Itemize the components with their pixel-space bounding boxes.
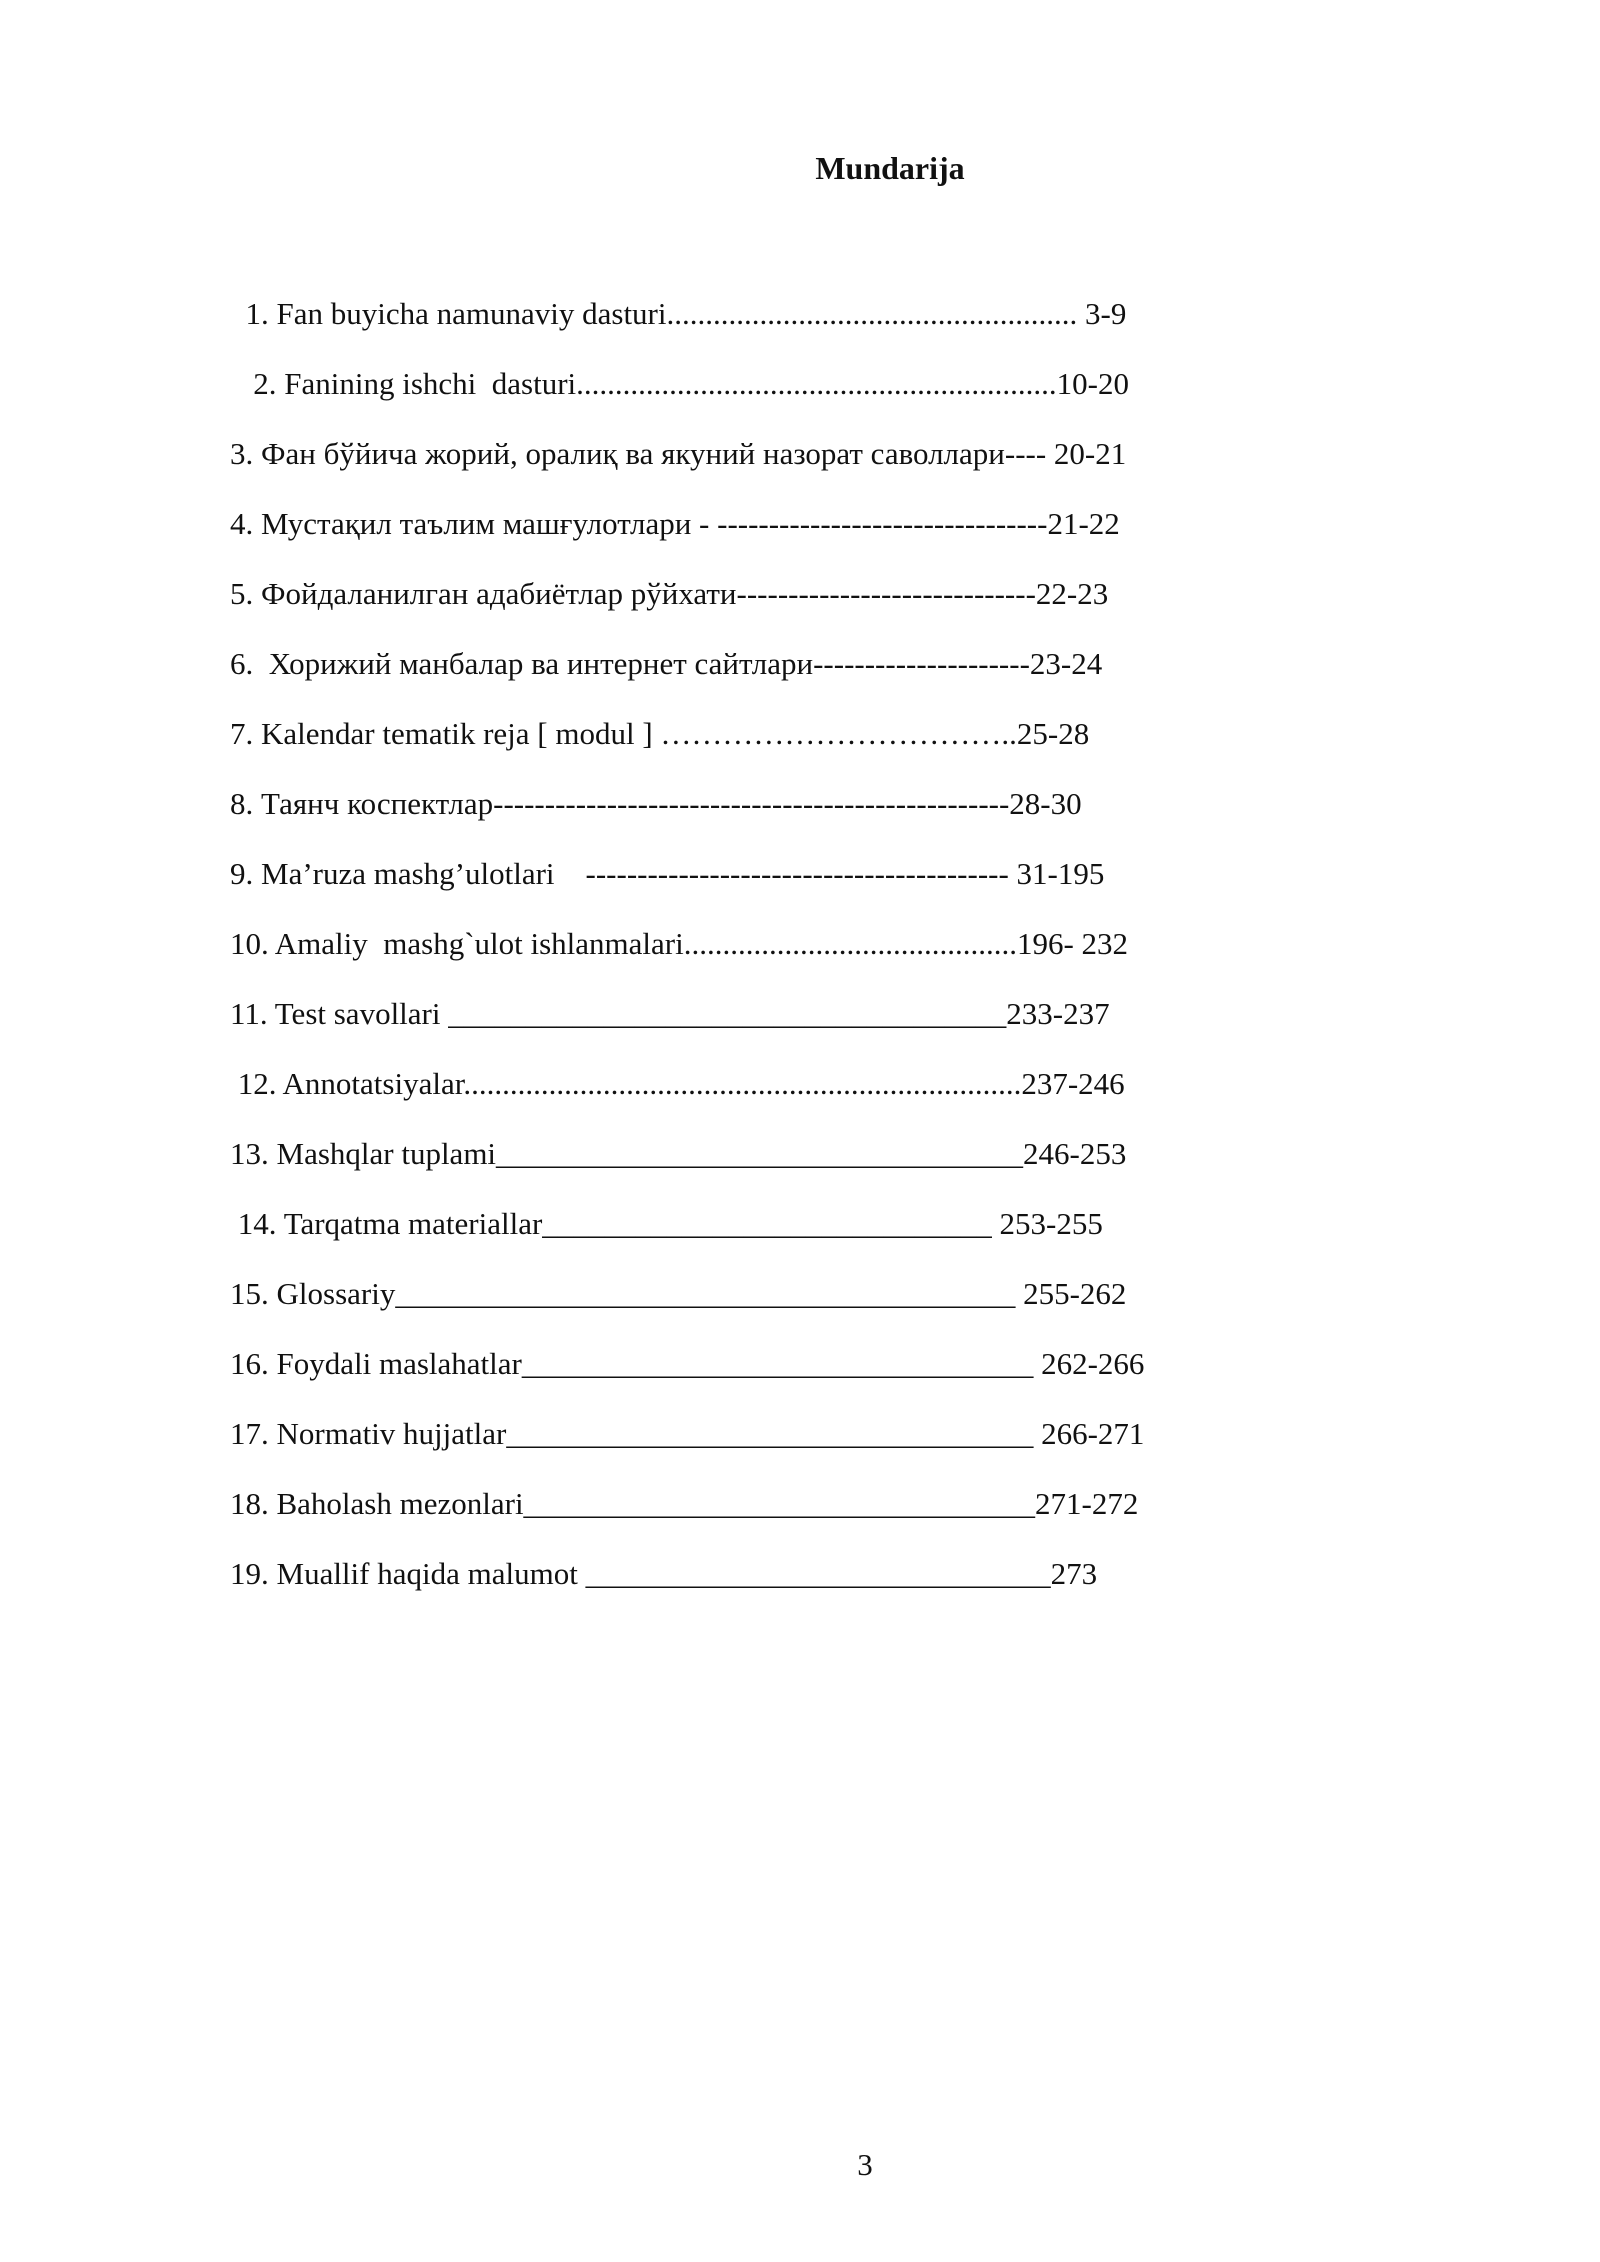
toc-item-10: 10. Amaliy mashg`ulot ishlanmalari...........................................196- 232 — [230, 926, 1129, 961]
toc-item-14: 14. Tarqatma materiallar_____________________________ 253-255 — [230, 1206, 1103, 1241]
toc-item-7: 7. Kalendar tematik reja [ modul ] ……………………………..25-28 — [230, 716, 1090, 751]
toc-item-2: 2. Fanining ishchi dasturi..............................................................10-20 — [230, 366, 1129, 401]
toc-item-3: 3. Фан бўйича жорий, оралиқ ва якуний назорат саволлари---- 20-21 — [230, 436, 1127, 471]
toc-item-17: 17. Normativ hujjatlar__________________________________ 266-271 — [230, 1416, 1145, 1451]
toc-item-8: 8. Таянч коспектлар--------------------------------------------------28-30 — [230, 786, 1082, 821]
toc-item-11: 11. Test savollari ____________________________________233-237 — [230, 996, 1110, 1031]
toc-item-15: 15. Glossariy________________________________________ 255-262 — [230, 1276, 1127, 1311]
toc-item-16: 16. Foydali maslahatlar_________________________________ 262-266 — [230, 1346, 1145, 1381]
toc-item-12: 12. Annotatsiyalar........................................................................237-246 — [230, 1066, 1125, 1101]
toc-item-4: 4. Мустақил таълим машғулотлари - --------------------------------21-22 — [230, 506, 1120, 541]
page-title: Mundarija — [815, 150, 965, 186]
toc-item-9: 9. Ma’ruza mashg’ulotlari ----------------------------------------- 31-195 — [230, 856, 1105, 891]
toc-item-13: 13. Mashqlar tuplami__________________________________246-253 — [230, 1136, 1127, 1171]
toc-item-6: 6. Хорижий манбалар ва интернет сайтлари---------------------23-24 — [230, 646, 1103, 681]
toc-item-1: 1. Fan buyicha namunaviy dasturi..................................................... 3-9 — [230, 296, 1127, 331]
toc-item-5: 5. Фойдаланилган адабиётлар рўйхати-----------------------------22-23 — [230, 576, 1109, 611]
toc-item-18: 18. Baholash mezonlari_________________________________271-272 — [230, 1486, 1139, 1521]
toc-item-19: 19. Muallif haqida malumot ______________________________273 — [230, 1556, 1098, 1591]
page-number: 3 — [857, 2147, 873, 2182]
